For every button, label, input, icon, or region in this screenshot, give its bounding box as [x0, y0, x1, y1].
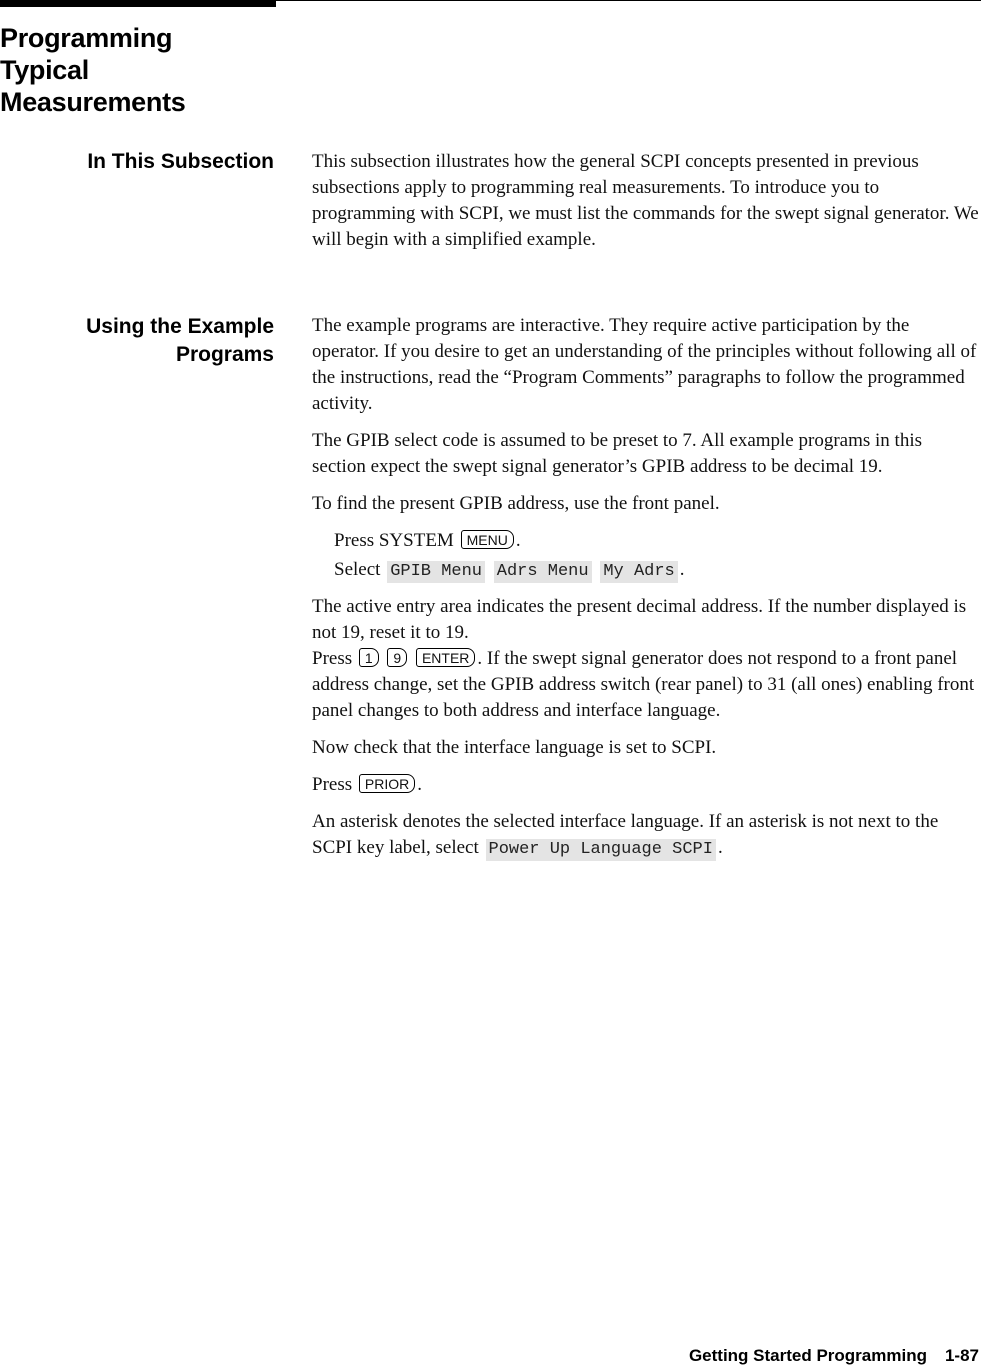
paragraph: This subsection illustrates how the general SCPI concepts presented in previous subsections apply to programming real measurements. To introduce you to programming with SCPI, we must list the commands for the swept signal generator. We will begin with a simplified example. — [312, 151, 979, 250]
enter-hardkey[interactable]: ENTER — [416, 648, 475, 667]
paragraph: Now check that the interface language is set to SCPI. — [312, 737, 717, 758]
power-up-language-scpi-softkey[interactable]: Power Up Language SCPI — [486, 839, 716, 861]
gpib-menu-softkey[interactable]: GPIB Menu — [387, 561, 485, 583]
paragraph: The active entry area indicates the present decimal address. If the number displayed is not 19, reset it to 19. — [312, 596, 967, 643]
section-heading-using-example-programs — [86, 313, 274, 369]
header-rule-thin — [276, 0, 981, 1]
chapter-title-line: Typical — [0, 55, 89, 85]
adrs-menu-softkey[interactable]: Adrs Menu — [494, 561, 592, 583]
section-body-using-example-programs — [312, 313, 980, 861]
my-adrs-softkey[interactable]: My Adrs — [600, 561, 677, 583]
chapter-title-line: Programming — [0, 23, 173, 53]
heading-line: Using the Example — [86, 315, 274, 338]
chapter-title-line: Measurements — [0, 87, 186, 117]
paragraph-press-keys — [312, 646, 980, 724]
punctuation: . — [417, 774, 422, 795]
paragraph-press-prior — [312, 772, 980, 798]
page-footer — [689, 1346, 979, 1366]
punctuation: . — [717, 837, 723, 858]
digit-9-hardkey[interactable]: 9 — [387, 648, 407, 667]
heading-line: Programs — [175, 343, 274, 366]
section-heading-in-this-subsection: In This Subsection — [87, 150, 274, 173]
punctuation: . — [515, 530, 521, 551]
step-press-system-menu — [312, 528, 980, 554]
paragraph-text: An asterisk denotes the selected interface language. If an asterisk is not next to the SCPI key label, select — [312, 811, 939, 858]
punctuation: . — [679, 559, 685, 580]
paragraph: The GPIB select code is assumed to be preset to 7. All example programs in this section expect the swept signal generator’s GPIB address to be decimal 19. — [312, 430, 922, 477]
step-text: Press SYSTEM — [334, 530, 454, 551]
menu-hardkey[interactable]: MENU — [461, 530, 514, 549]
paragraph-power-up-language — [312, 809, 980, 861]
step-text: Press — [312, 774, 353, 795]
paragraph: To find the present GPIB address, use the front panel. — [312, 493, 720, 514]
step-text: Select — [334, 559, 381, 580]
step-text: Press — [312, 648, 353, 669]
header-rule-thick — [0, 0, 276, 7]
paragraph-text: . If the swept signal generator does not respond to a front panel address change, set the GPIB address switch (rear panel) to 31 (all ones) enabling front panel changes to both address and interface language. — [312, 648, 975, 721]
prior-hardkey[interactable]: PRIOR — [359, 774, 415, 793]
paragraph: The example programs are interactive. They require active participation by the operator. If you desire to get an understanding of the principles without following all of the instructions, read the “Program Comments” paragraphs to follow the programmed activity. — [312, 315, 977, 414]
footer-title: Getting Started Programming — [688, 1346, 927, 1365]
digit-1-hardkey[interactable]: 1 — [359, 648, 379, 667]
chapter-title — [0, 22, 185, 118]
step-select-softkeys — [312, 557, 980, 583]
section-body-in-this-subsection — [312, 149, 980, 253]
page-number: 1-87 — [944, 1346, 979, 1365]
